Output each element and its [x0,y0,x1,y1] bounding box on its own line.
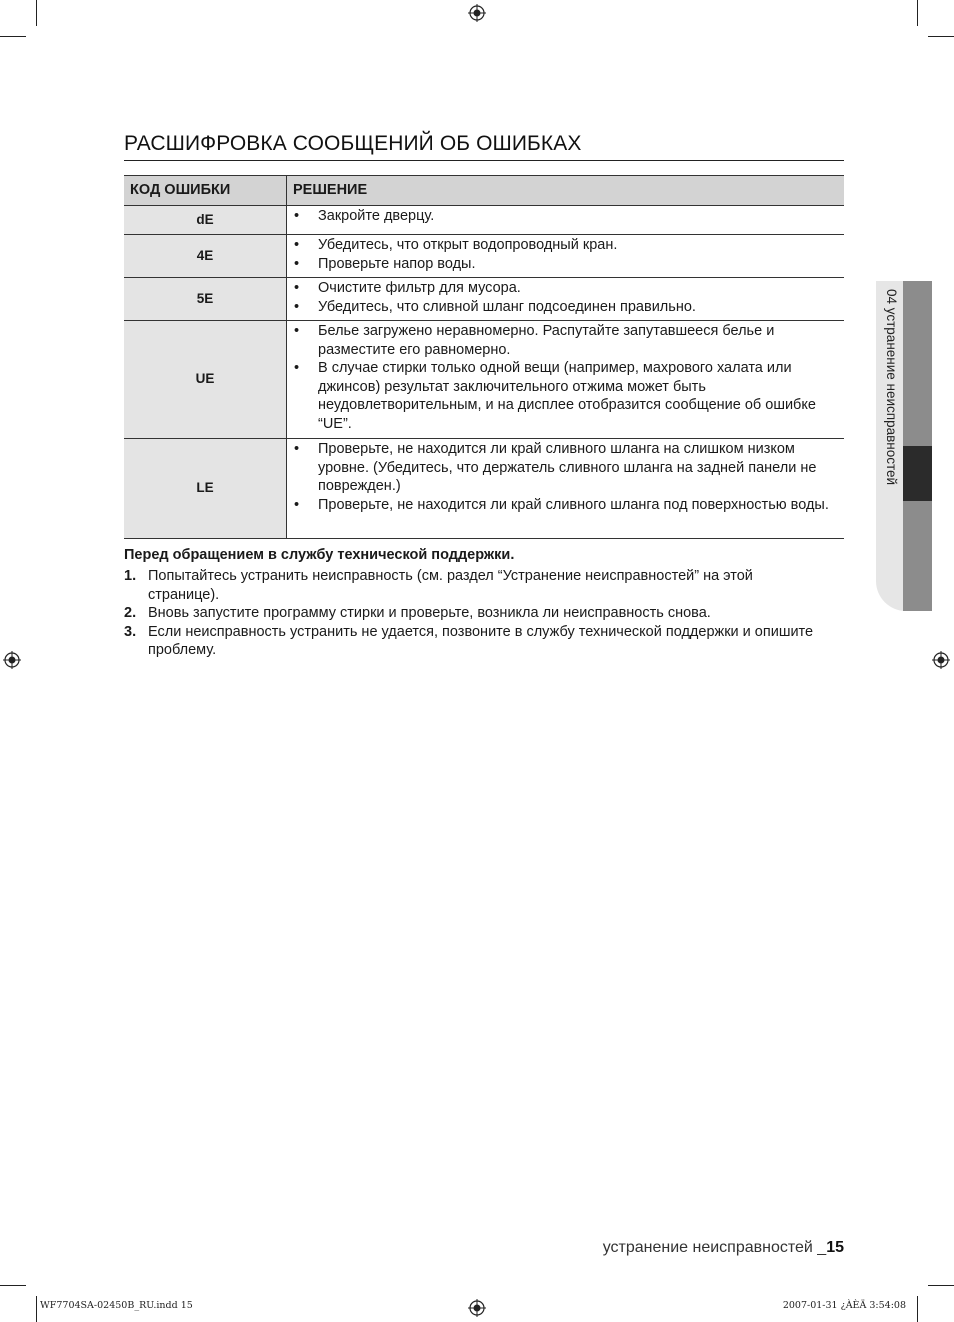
crop-mark-bottom-right-vertical [917,1296,918,1322]
page-footer [603,1239,844,1257]
crop-mark-top-left-horizontal [0,36,26,37]
list-item: 2. Вновь запустите программу стирки и проверьте, возникла ли неисправность снова. [124,605,711,621]
chapter-tab-marker [903,446,932,501]
footer-section: устранение неисправностей [602,1239,813,1256]
solution-cell [287,206,845,235]
solution-item: • Закройте дверцу. [294,208,435,224]
list-item: 1. Попытайтесь устранить неисправность (см. раздел “Устранение неисправностей” на этой странице). [124,568,753,603]
solution-item: • Очистите фильтр для мусора. [294,280,521,296]
chapter-side-label: 04 устранение неисправностей [884,289,899,486]
print-timestamp: 2007-01-31 ¿ÀÈÄ 3:54:08 [782,1300,906,1311]
solution-item: • Белье загружено неравномерно. Распутайте запутавшееся белье и разместите его равномерно. [294,323,775,358]
bullet-icon: • [294,237,300,253]
bullet-icon: • [294,280,300,296]
solution-item: • В случае стирки только одной вещи (например, махрового халата или джинсов) результат заключительного отжима может быть неудовлетворительным, и на дисплее отобразится сообщение об ошибке “UE”. [294,360,816,432]
table-row [124,206,844,235]
error-code-cell: LE [124,439,287,539]
step-number: 3. [124,623,137,640]
solution-item: • Проверьте, не находится ли край сливного шланга на слишком низком уровне. (Убедитесь, что держатель сливного шланга на задней панели не поврежден.) [294,441,817,494]
step-number: 1. [124,568,137,584]
registration-mark-left-icon [3,651,21,669]
page-number: 15 [826,1239,844,1256]
bullet-icon: • [294,360,300,376]
crop-mark-bottom-left-horizontal [0,1285,26,1286]
registration-mark-top-icon [468,4,486,22]
crop-mark-top-right-horizontal [928,36,954,37]
bullet-icon: • [294,323,300,339]
table-header-row [124,176,844,206]
list-item: 3. Если неисправность устранить не удается, позвоните в службу технической поддержки и опишите проблему. [124,623,814,658]
bullet-icon: • [294,441,300,457]
solution-cell [287,439,845,539]
solution-cell [287,235,845,278]
table-row [124,235,844,278]
support-steps-list [124,567,824,660]
support-heading: Перед обращением в службу технической поддержки. [124,547,515,563]
error-code-cell: dE [124,206,287,235]
column-header-code: КОД ОШИБКИ [124,176,287,206]
column-header-solution: РЕШЕНИЕ [287,176,845,206]
crop-mark-top-right-vertical [917,0,918,26]
error-codes-table [124,175,844,539]
solution-item: • Проверьте, не находится ли край сливного шланга под поверхностью воды. [294,496,829,513]
table-row [124,439,844,539]
crop-mark-bottom-left-vertical [36,1296,37,1322]
bullet-icon: • [294,255,300,272]
registration-mark-right-icon [932,651,950,669]
error-code-cell: UE [124,321,287,439]
table-row [124,278,844,321]
solution-cell [287,278,845,321]
table-row [124,321,844,439]
bullet-icon: • [294,298,300,315]
crop-mark-bottom-right-horizontal [928,1285,954,1286]
registration-mark-bottom-icon [468,1299,486,1317]
solution-item: • Проверьте напор воды. [294,255,476,272]
crop-mark-top-left-vertical [36,0,37,26]
error-code-cell: 5E [124,278,287,321]
solution-item: • Убедитесь, что сливной шланг подсоединен правильно. [294,298,696,315]
solution-item: • Убедитесь, что открыт водопроводный кран. [294,237,618,253]
solution-cell [287,321,845,439]
footer-separator: _ [817,1239,827,1256]
print-file-info: WF7704SA-02450B_RU.indd 15 [40,1300,193,1311]
page-title: РАСШИФРОВКА СООБЩЕНИЙ ОБ ОШИБКАХ [124,132,844,161]
step-number: 2. [124,605,137,621]
error-code-cell: 4E [124,235,287,278]
bullet-icon: • [294,208,300,224]
bullet-icon: • [294,496,300,513]
